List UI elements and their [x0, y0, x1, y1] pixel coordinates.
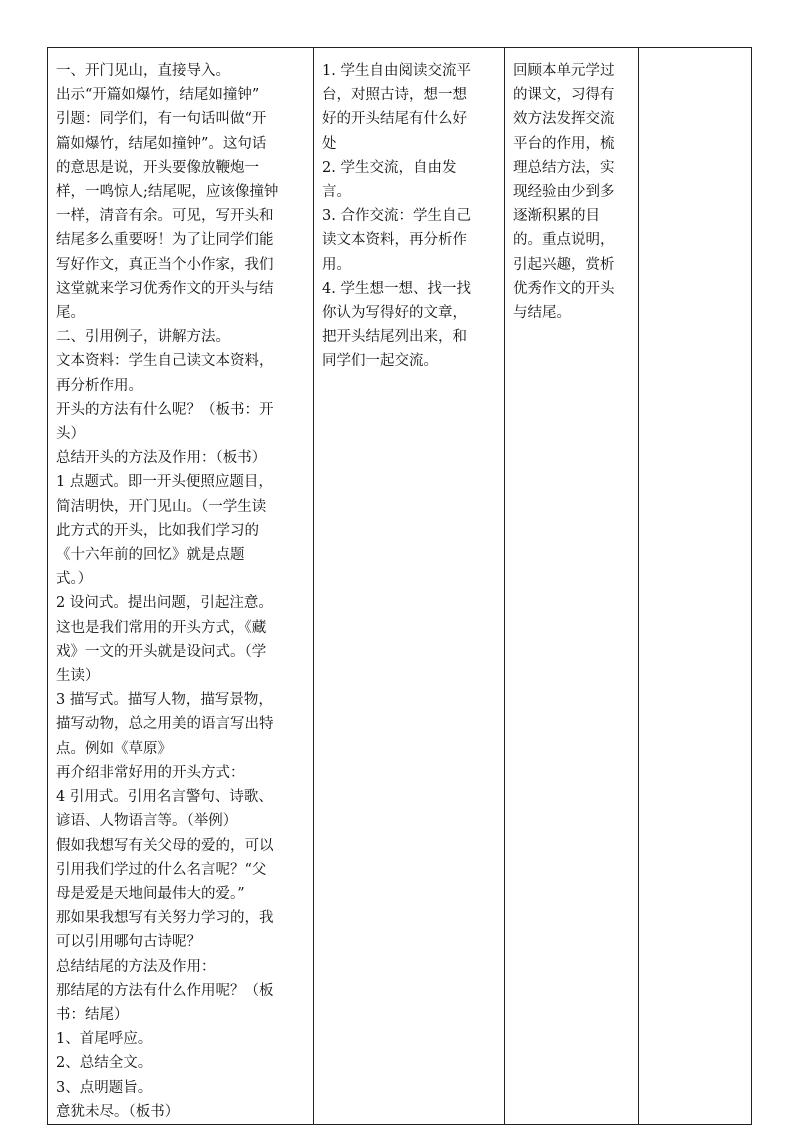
teacher-text-line: 结尾多么重要呀！为了让同学们能	[56, 232, 274, 249]
teacher-text-line: 1 点题式。即一开头便照应题目，	[56, 474, 273, 491]
teacher-text-line: 样，一鸣惊人;结尾呢，应该像撞钟	[56, 184, 279, 201]
intent-text-line: 回顾本单元学过	[513, 63, 615, 79]
teacher-text-line: 式。）	[56, 571, 93, 588]
table-row	[48, 48, 752, 1125]
teacher-text-line: 描写动物，总之用美的语言写出特	[56, 716, 274, 733]
student-text-line: 2. 学生交流，自由发	[322, 159, 457, 176]
intent-text-line: 与结尾。	[513, 305, 571, 322]
teacher-text-line: 再介绍非常好用的开头方式：	[56, 764, 245, 781]
teacher-text-line: 开头的方法有什么呢？（板书：开	[56, 401, 274, 418]
intent-text-line: 的课文，习得有	[513, 87, 615, 104]
teacher-text-line: 这也是我们常用的开头方式，《藏	[56, 619, 267, 636]
teacher-text-line: 再分析作用。	[56, 377, 143, 394]
teacher-text-line: 1、首尾呼应。	[56, 1031, 153, 1048]
teacher-text-line: 2、总结全文。	[56, 1055, 153, 1072]
teacher-text-line: 此方式的开头，比如我们学习的	[56, 522, 259, 539]
teacher-text-line: 假如我想写有关父母的爱的，可以	[56, 837, 274, 854]
teacher-text-line: 出示“开篇如爆竹，结尾如撞钟”	[56, 87, 260, 104]
intent-text-line: 优秀作文的开头	[513, 280, 615, 297]
teacher-text-line: 文本资料：学生自己读文本资料，	[56, 353, 274, 370]
teacher-text-line: 3、点明题旨。	[56, 1079, 153, 1096]
intent-text-line: 平台的作用，梳	[513, 135, 615, 152]
student-text-line: 言。	[322, 184, 351, 201]
teacher-text-line: 可以引用哪句古诗呢？	[56, 934, 201, 951]
teacher-text-line: 总结结尾的方法及作用：	[56, 958, 216, 975]
intent-text-line: 引起兴趣，赏析	[513, 256, 615, 273]
teacher-text-line: 写好作文，真正当个小作家，我们	[56, 256, 274, 273]
teacher-text-line: 头）	[56, 426, 85, 443]
design-intent-cell	[505, 48, 639, 1125]
teacher-text-line: 点。例如《草原》	[56, 740, 172, 757]
teacher-text-line: 篇如爆竹，结尾如撞钟”。这句话	[56, 135, 267, 152]
teacher-text-line: 那如果我想写有关努力学习的，我	[56, 910, 274, 927]
teacher-text-line: 那结尾的方法有什么作用呢？（板	[56, 982, 274, 999]
teacher-text-line: 3 描写式。描写人物，描写景物，	[56, 692, 273, 709]
student-text-line: 处	[322, 135, 337, 152]
teacher-text-line: 意犹未尽。（板书）	[56, 1103, 180, 1120]
teacher-text-line: 4 引用式。引用名言警句、诗歌、	[56, 789, 273, 806]
teacher-text-line: 母是爱是天地间最伟大的爱。”	[56, 885, 245, 902]
student-text-line: 好的开头结尾有什么好	[322, 111, 467, 128]
teacher-text-line: 的意思是说，开头要像放鞭炮一	[56, 159, 259, 176]
teacher-text-line: 简洁明快，开门见山。（一学生读	[56, 498, 267, 515]
intent-text-line: 现经验由少到多	[513, 184, 615, 201]
teacher-activity-cell	[48, 48, 314, 1125]
intent-text-line: 的。重点说明，	[513, 232, 615, 249]
student-text-line: 读文本资料，再分析作	[322, 232, 467, 249]
notes-cell	[639, 48, 752, 1125]
teacher-text-line: 生读）	[56, 668, 100, 685]
student-activity-cell	[314, 48, 505, 1125]
student-text-line: 同学们一起交流。	[322, 353, 438, 370]
teacher-text-line: 《十六年前的回忆》就是点题	[56, 547, 245, 564]
teacher-text-line: 引题：同学们，有一句话叫做“开	[56, 111, 267, 128]
teacher-text-line: 引用我们学过的什么名言呢？“父	[56, 861, 267, 878]
teacher-text-line: 2 设问式。提出问题，引起注意。	[56, 595, 273, 612]
student-text-line: 把开头结尾列出来，和	[322, 329, 467, 346]
intent-text-line: 逐渐积累的目	[513, 208, 600, 225]
teacher-text-line: 总结开头的方法及作用：（板书）	[56, 450, 267, 467]
teacher-text-line: 二、引用例子，讲解方法。	[56, 329, 230, 346]
student-text-line: 1. 学生自由阅读交流平	[322, 63, 471, 79]
intent-text-line: 效方法发挥交流	[513, 111, 615, 128]
teacher-text-line: 尾。	[56, 305, 85, 322]
teacher-text-line: 谚语、人物语言等。（举例）	[56, 813, 238, 830]
student-text-line: 用。	[322, 256, 351, 273]
student-text-line: 4. 学生想一想、找一找	[322, 280, 471, 297]
teacher-text-line: 戏》一文的开头就是设问式。（学	[56, 643, 267, 660]
student-text-line: 你认为写得好的文章，	[322, 305, 467, 322]
teacher-text-line: 这堂就来学习优秀作文的开头与结	[56, 280, 274, 297]
intent-text-line: 理总结方法，实	[513, 159, 615, 176]
lesson-plan-table	[47, 47, 752, 1125]
teacher-text-line: 书：结尾）	[56, 1006, 129, 1023]
student-text-line: 3. 合作交流：学生自己	[322, 208, 471, 225]
student-text-line: 台，对照古诗，想一想	[322, 87, 467, 104]
teacher-text-line: 一、开门见山，直接导入。	[56, 63, 230, 79]
teacher-text-line: 一样，清音有余。可见，写开头和	[56, 208, 274, 225]
